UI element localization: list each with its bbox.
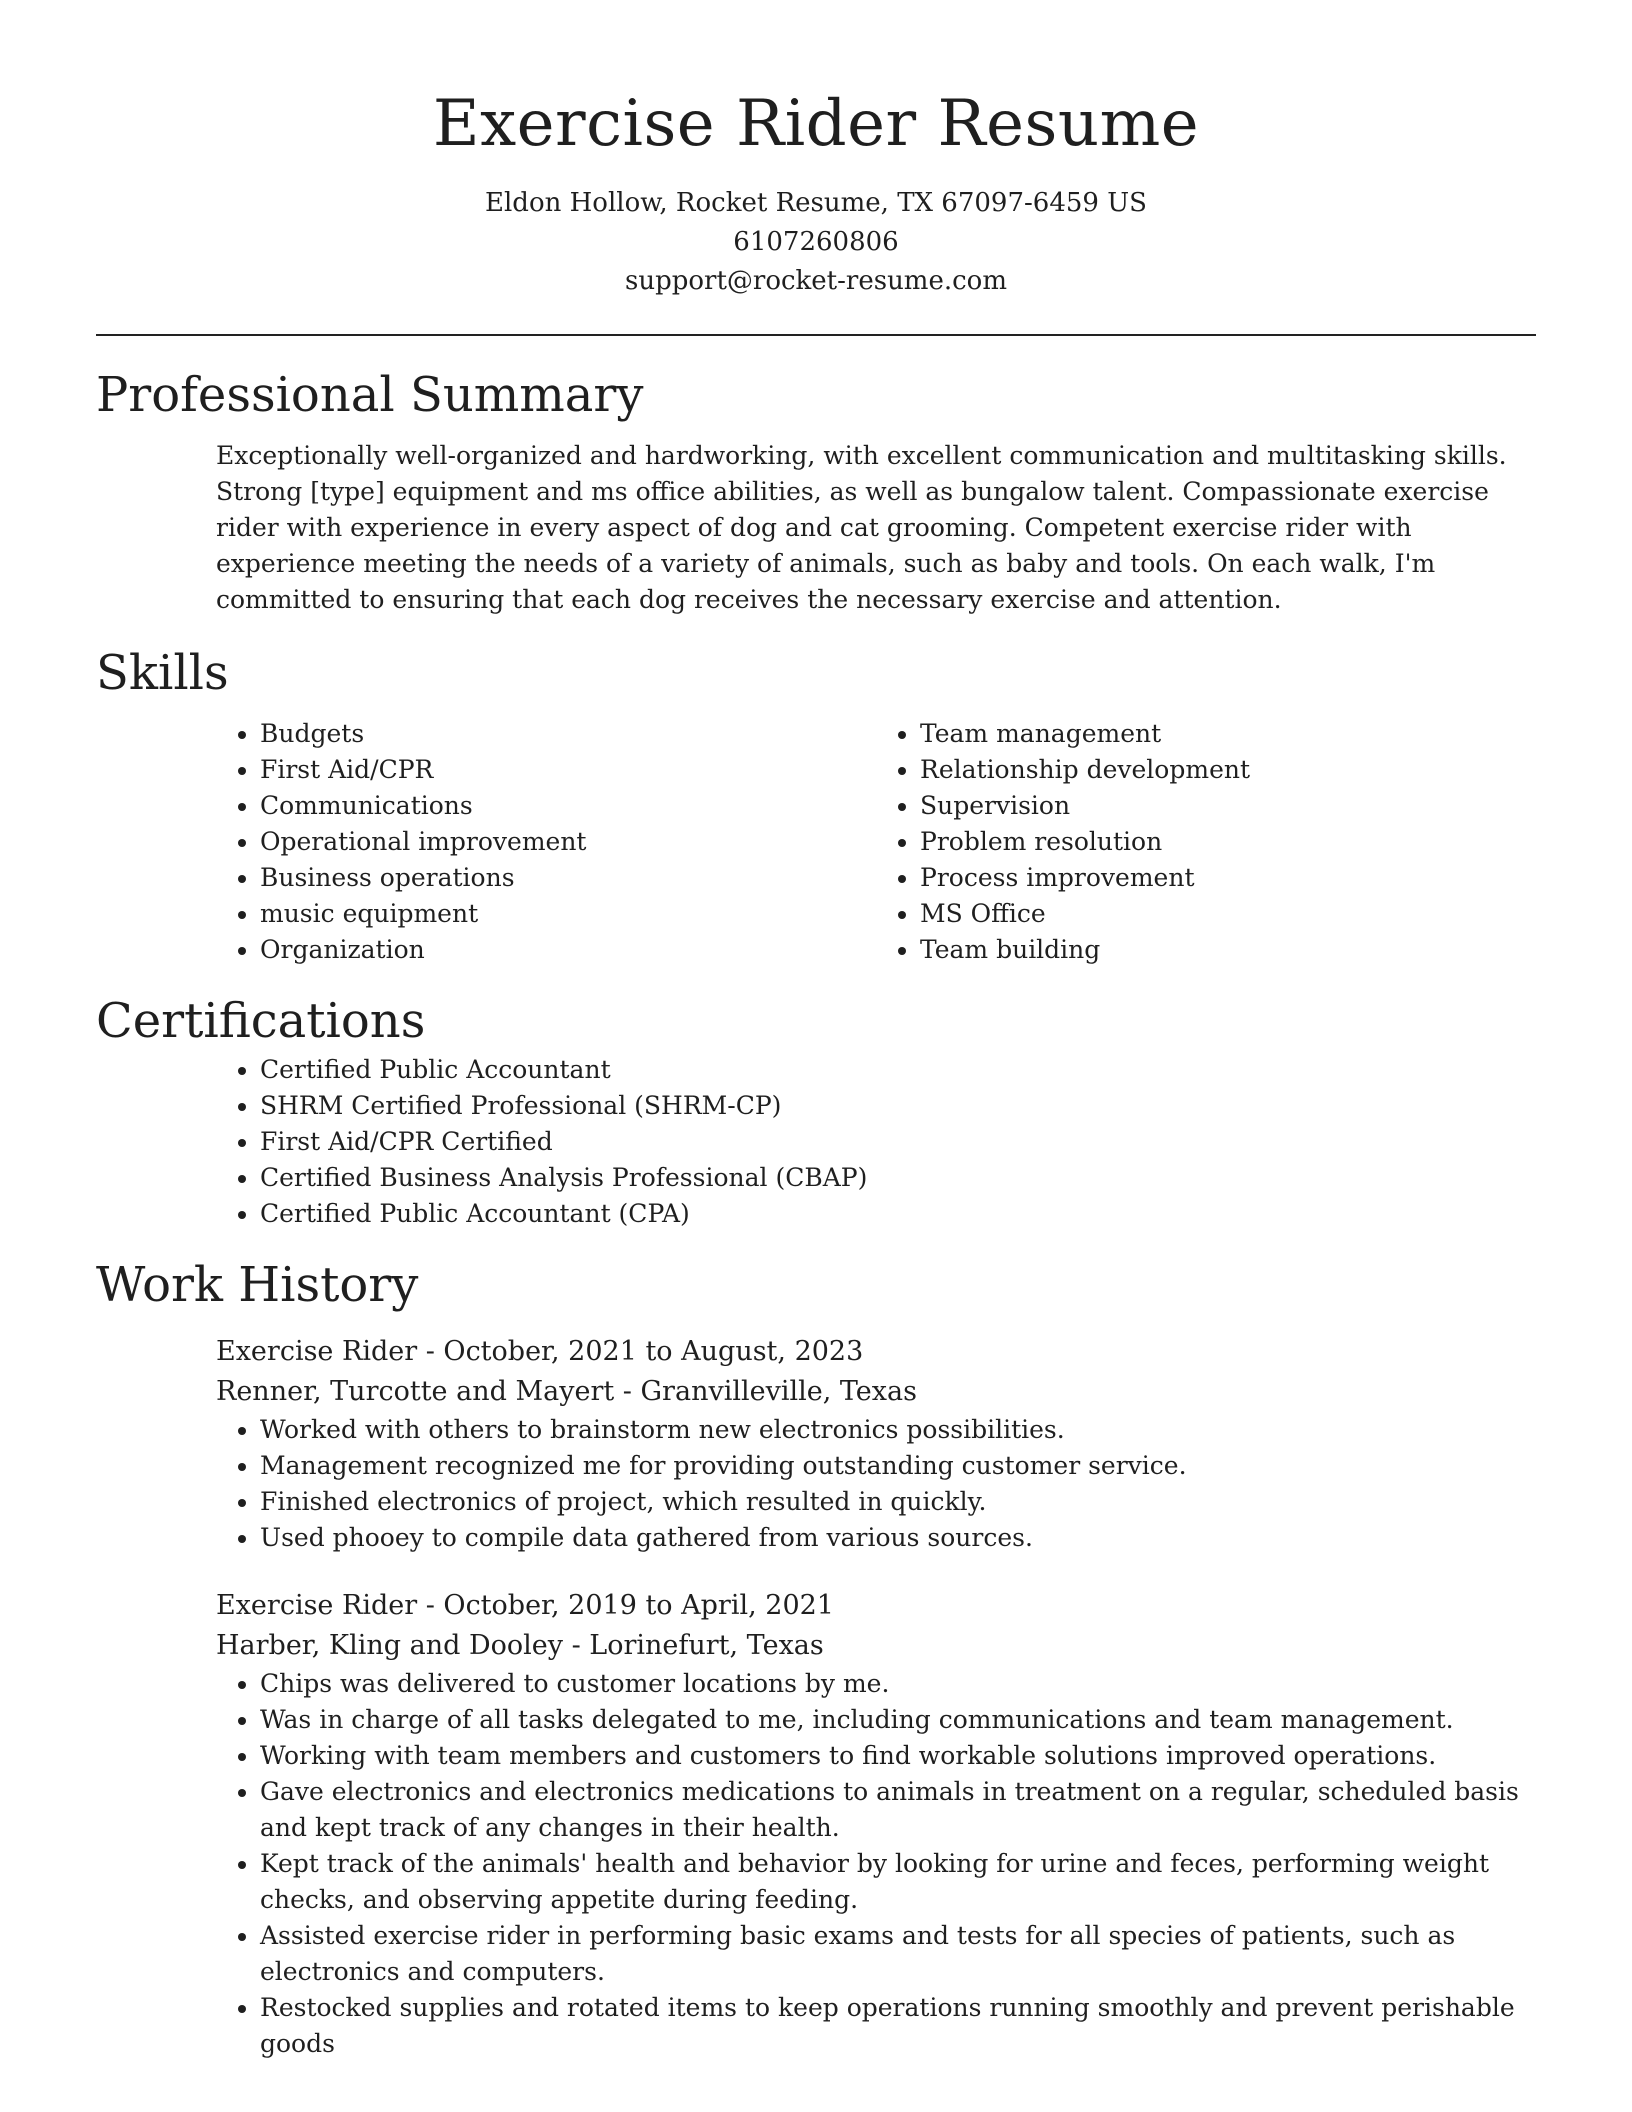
resume-header: [96, 0, 1536, 301]
certification-item: • Certified Public Accountant (CPA): [260, 1196, 1536, 1232]
contact-info: [96, 184, 1536, 301]
skill-item: • Process improvement: [920, 860, 1536, 896]
skill-item: • Business operations: [260, 860, 876, 896]
job-duty: • Gave electronics and electronics medications to animals in treatment on a regular, scheduled basis and kept track of any changes in their health.: [260, 1774, 1536, 1846]
job-duty: • Kept track of the animals' health and behavior by looking for urine and feces, performing weight checks, and observing appetite during feeding.: [260, 1846, 1536, 1918]
summary-section: [96, 364, 1536, 618]
job-duty: • Management recognized me for providing outstanding customer service.: [260, 1448, 1536, 1484]
job-duty: • Restocked supplies and rotated items to keep operations running smoothly and prevent perishable goods: [260, 1990, 1536, 2062]
job-entry: [216, 1332, 1536, 1556]
job-location: - Granvilleville, Texas: [614, 1376, 917, 1407]
certifications-list: [216, 1052, 1536, 1232]
header-divider: [96, 334, 1536, 336]
skill-item: • Team management: [920, 716, 1536, 752]
skill-item: • Budgets: [260, 716, 876, 752]
job-company: Renner, Turcotte and Mayert: [216, 1376, 615, 1407]
skill-item: • Relationship development: [920, 752, 1536, 788]
job-company-line: [216, 1372, 1536, 1412]
job-company: Harber, Kling and Dooley: [216, 1630, 563, 1661]
job-duty: • Assisted exercise rider in performing basic exams and tests for all species of patients, such as electronics and computers.: [260, 1918, 1536, 1990]
skill-item: • Problem resolution: [920, 824, 1536, 860]
certification-item: • First Aid/CPR Certified: [260, 1124, 1536, 1160]
skills-section: [96, 642, 1536, 968]
certification-item: • SHRM Certified Professional (SHRM-CP): [260, 1088, 1536, 1124]
job-duty: • Was in charge of all tasks delegated to me, including communications and team management.: [260, 1702, 1536, 1738]
job-dates: - October, 2021 to August, 2023: [417, 1336, 864, 1367]
skill-item: • Supervision: [920, 788, 1536, 824]
contact-phone: 6107260806: [733, 227, 899, 257]
skills-list-right: [876, 716, 1536, 968]
contact-address: Eldon Hollow, Rocket Resume, TX 67097-6459 US: [485, 188, 1147, 218]
skills-grid: [216, 716, 1536, 968]
skill-item: • Organization: [260, 932, 876, 968]
summary-heading: Professional Summary: [96, 367, 644, 423]
job-duties-list: [216, 1412, 1536, 1556]
job-duty: • Worked with others to brainstorm new electronics possibilities.: [260, 1412, 1536, 1448]
job-dates: - October, 2019 to April, 2021: [417, 1590, 834, 1621]
certification-item: • Certified Business Analysis Professional (CBAP): [260, 1160, 1536, 1196]
job-title-line: [216, 1332, 1536, 1372]
skill-item: • MS Office: [920, 896, 1536, 932]
job-location: - Lorinefurt, Texas: [563, 1630, 824, 1661]
skill-item: • First Aid/CPR: [260, 752, 876, 788]
skills-heading: Skills: [96, 645, 229, 701]
skill-item: • Team building: [920, 932, 1536, 968]
job-duty: • Working with team members and customers to find workable solutions improved operations.: [260, 1738, 1536, 1774]
skill-item: • Operational improvement: [260, 824, 876, 860]
job-title-line: [216, 1586, 1536, 1626]
skill-item: • Communications: [260, 788, 876, 824]
work-history-heading: Work History: [96, 1257, 419, 1313]
job-title: Exercise Rider: [216, 1590, 418, 1621]
job-title: Exercise Rider: [216, 1336, 418, 1367]
job-duties-list: [216, 1666, 1536, 2062]
skills-list-left: [216, 716, 876, 968]
summary-text: Exceptionally well-organized and hardworking, with excellent communication and multitasking skills. Strong [type] equipment and ms office abilities, as well as bungalow talent. Compassionate exercise rider with experience in every aspect of dog and cat grooming. Competent exercise rider with experience meeting the needs of a variety of animals, such as baby and tools. On each walk, I'm committed to ensuring that each dog receives the necessary exercise and attention.: [216, 441, 1507, 614]
job-company-line: [216, 1626, 1536, 1666]
certifications-section: [96, 990, 1536, 1232]
job-entry: [216, 1586, 1536, 2062]
certifications-heading: Certifications: [96, 993, 426, 1049]
certification-item: • Certified Public Accountant: [260, 1052, 1536, 1088]
contact-email: support@rocket-resume.com: [624, 266, 1007, 296]
job-duty: • Finished electronics of project, which resulted in quickly.: [260, 1484, 1536, 1520]
resume-title: Exercise Rider Resume: [432, 87, 1200, 161]
skill-item: • music equipment: [260, 896, 876, 932]
job-duty: • Chips was delivered to customer locations by me.: [260, 1666, 1536, 1702]
work-history-section: [96, 1254, 1536, 2062]
job-duty: • Used phooey to compile data gathered from various sources.: [260, 1520, 1536, 1556]
